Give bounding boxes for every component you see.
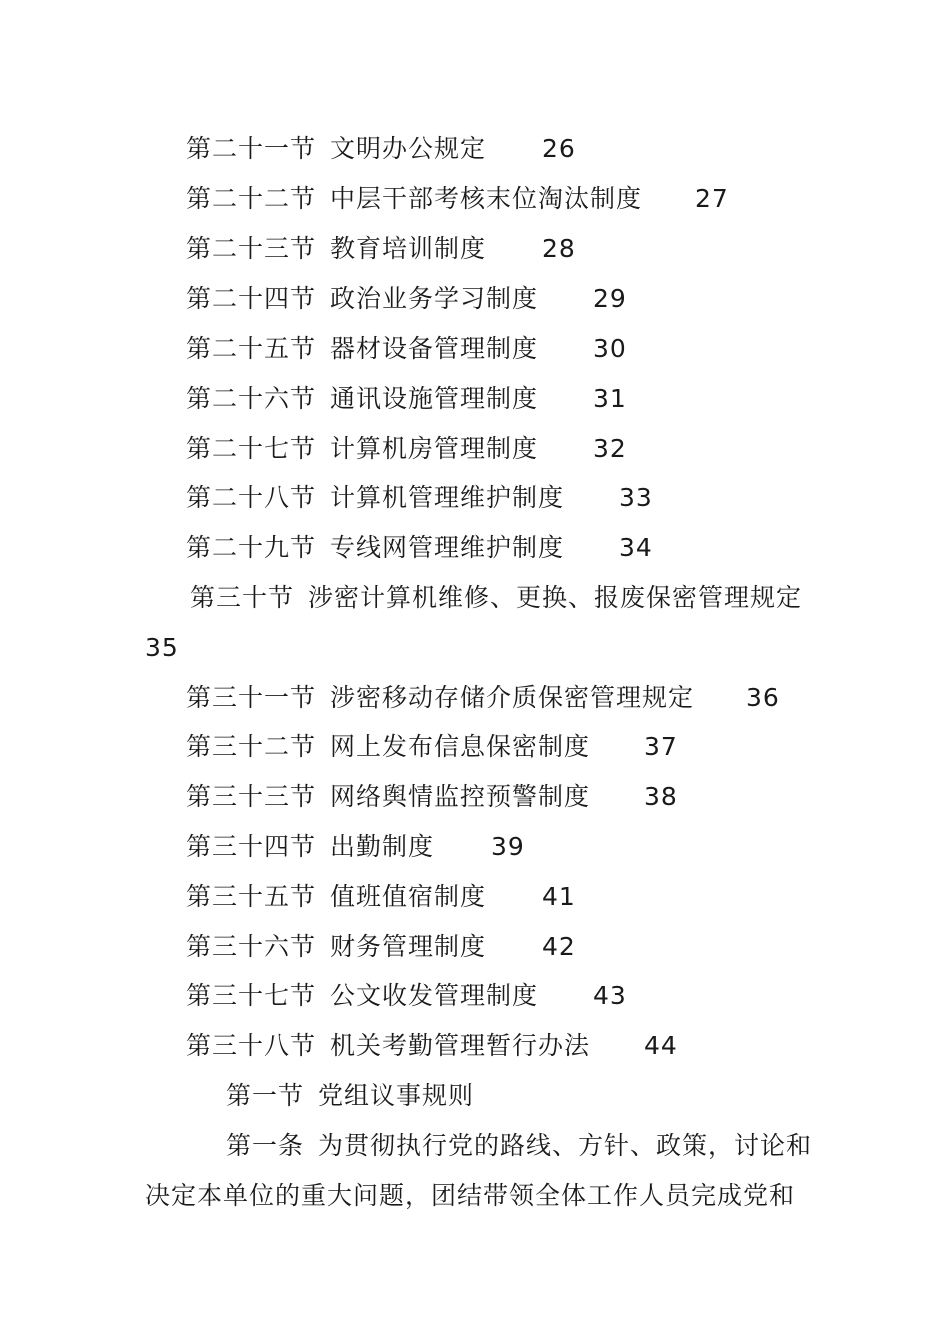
article-paragraph-line <box>226 1131 812 1161</box>
section-heading-label: 第一节 <box>226 1081 305 1110</box>
toc-section: 第二十七节 <box>186 434 317 463</box>
section-heading <box>226 1081 474 1111</box>
toc-title: 中层干部考核末位淘汰制度 <box>330 184 643 213</box>
toc-title: 政治业务学习制度 <box>330 284 539 313</box>
toc-page-number: 31 <box>593 384 627 413</box>
toc-section: 第三十三节 <box>186 782 317 811</box>
toc-section: 第二十五节 <box>186 334 317 363</box>
toc-page-number: 37 <box>644 732 678 761</box>
toc-page-number: 42 <box>542 932 576 961</box>
toc-title: 公文收发管理制度 <box>330 981 539 1010</box>
toc-section: 第二十八节 <box>186 483 317 512</box>
toc-title: 出勤制度 <box>330 832 435 861</box>
toc-section: 第二十四节 <box>186 284 317 313</box>
toc-title: 涉密计算机维修、更换、报废保密管理规定 <box>308 583 803 612</box>
toc-title: 计算机房管理制度 <box>330 434 539 463</box>
toc-section: 第二十二节 <box>186 184 317 213</box>
toc-title: 通讯设施管理制度 <box>330 384 539 413</box>
toc-entry[interactable] <box>186 483 564 513</box>
toc-section: 第三十四节 <box>186 832 317 861</box>
toc-title: 机关考勤管理暂行办法 <box>330 1031 591 1060</box>
toc-entry[interactable] <box>186 1031 590 1061</box>
toc-title: 计算机管理维护制度 <box>330 483 565 512</box>
toc-page-number: 38 <box>644 782 678 811</box>
toc-entry[interactable] <box>186 334 538 364</box>
toc-title: 涉密移动存储介质保密管理规定 <box>330 683 695 712</box>
section-heading-title: 党组议事规则 <box>318 1081 475 1110</box>
toc-entry[interactable] <box>186 384 538 414</box>
toc-section: 第三十二节 <box>186 732 317 761</box>
toc-page-number: 43 <box>593 981 627 1010</box>
toc-title: 财务管理制度 <box>330 932 487 961</box>
toc-entry[interactable] <box>186 134 486 164</box>
toc-entry[interactable] <box>186 981 538 1011</box>
article-label: 第一条 <box>226 1131 305 1160</box>
toc-entry[interactable] <box>186 184 642 214</box>
toc-entry[interactable] <box>186 434 538 464</box>
toc-section: 第二十九节 <box>186 533 317 562</box>
toc-section: 第三十一节 <box>186 683 317 712</box>
toc-page-number: 36 <box>746 683 780 712</box>
toc-entry[interactable] <box>190 583 802 613</box>
toc-page-number: 30 <box>593 334 627 363</box>
toc-section: 第三十八节 <box>186 1031 317 1060</box>
toc-page-number: 32 <box>593 434 627 463</box>
toc-page-number: 34 <box>619 533 653 562</box>
toc-entry[interactable] <box>186 533 564 563</box>
article-text: 为贯彻执行党的路线、方针、政策，讨论和 <box>318 1131 813 1160</box>
toc-page-number: 39 <box>491 832 525 861</box>
toc-section: 第三十七节 <box>186 981 317 1010</box>
toc-section: 第二十一节 <box>186 134 317 163</box>
toc-section: 第三十节 <box>190 583 295 612</box>
toc-entry[interactable] <box>186 732 590 762</box>
toc-title: 教育培训制度 <box>330 234 487 263</box>
article-paragraph-line: 决定本单位的重大问题，团结带领全体工作人员完成党和 <box>145 1181 796 1210</box>
toc-title: 器材设备管理制度 <box>330 334 539 363</box>
toc-page-number: 28 <box>542 234 576 263</box>
toc-page-number: 29 <box>593 284 627 313</box>
toc-section: 第二十六节 <box>186 384 317 413</box>
toc-entry[interactable] <box>186 683 694 713</box>
toc-page-number: 44 <box>644 1031 678 1060</box>
toc-title: 网络舆情监控预警制度 <box>330 782 591 811</box>
toc-page-number: 35 <box>145 633 179 662</box>
toc-entry[interactable] <box>186 234 486 264</box>
toc-page-number: 33 <box>619 483 653 512</box>
toc-title: 专线网管理维护制度 <box>330 533 565 562</box>
toc-entry[interactable] <box>186 832 434 862</box>
toc-title: 文明办公规定 <box>330 134 487 163</box>
toc-section: 第三十五节 <box>186 882 317 911</box>
toc-entry[interactable] <box>186 882 486 912</box>
toc-entry[interactable] <box>186 284 538 314</box>
toc-title: 网上发布信息保密制度 <box>330 732 591 761</box>
toc-entry[interactable] <box>186 782 590 812</box>
toc-page-number: 26 <box>542 134 576 163</box>
toc-entry[interactable] <box>186 932 486 962</box>
toc-page-number: 41 <box>542 882 576 911</box>
toc-section: 第二十三节 <box>186 234 317 263</box>
toc-page-number: 27 <box>695 184 729 213</box>
toc-title: 值班值宿制度 <box>330 882 487 911</box>
toc-section: 第三十六节 <box>186 932 317 961</box>
